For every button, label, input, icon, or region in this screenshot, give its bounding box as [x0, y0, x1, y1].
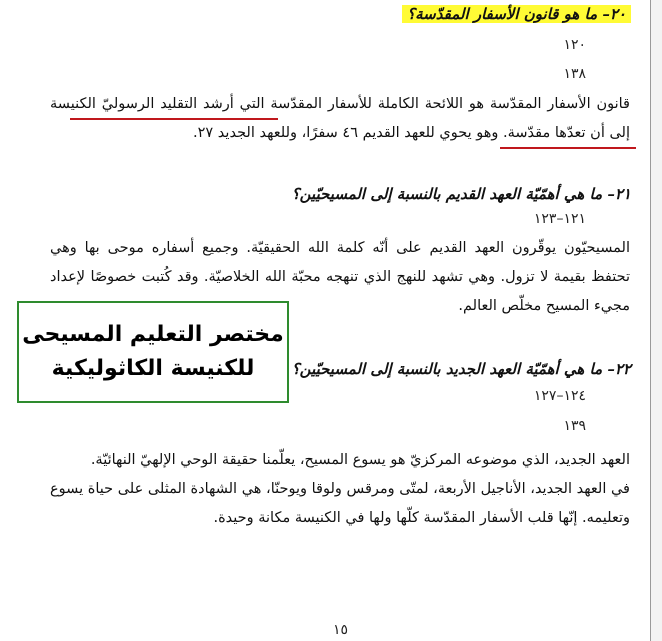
question-20-ref-2: ١٣٨	[563, 66, 586, 82]
question-22-ref-2: ١٣٩	[563, 418, 586, 434]
question-22-ref-1: ١٢٤–١٢٧	[533, 388, 586, 404]
stamp-line-1: مختصر التعليم المسيحى	[22, 322, 284, 347]
question-22-answer-1: العهد الجديد، الذي موضوعه المركزيّ هو يسوع المسيح، يعلّمنا حقيقة الوحي الإلهيّ النهائيّة.	[90, 452, 630, 468]
question-20-highlight: ٢٠– ما هو قانون الأسفار المقدّسة؟	[402, 5, 631, 23]
scrollbar-track[interactable]	[651, 0, 662, 641]
page-number: ١٥	[333, 622, 349, 638]
question-20-title	[402, 3, 631, 25]
question-20-answer: قانون الأسفار المقدّسة هو اللائحة الكاملة للأسفار المقدّسة التي أرشد التقليد الرسوليّ الكنيسة إلى أن تعدّها مقدّسة. وهو يحوي للعهد القديم ٤٦ سفرًا، وللعهد الجديد ٢٧.	[50, 96, 630, 141]
question-22-answer-2: في العهد الجديد، الأناجيل الأربعة، لمتّى ومرقس ولوقا ويوحنّا، هي الشهادة المثلى على حياة يسوع وتعليمه. إنّها قلب الأسفار المقدّسة كلّها ولها في الكنيسة مكانة وحيدة.	[50, 481, 630, 526]
question-21-ref: ١٢١–١٢٣	[533, 211, 586, 227]
red-underline-2	[500, 147, 636, 149]
question-21-answer: المسيحيّون يوقّرون العهد القديم على أنّه كلمة الله الحقيقيّة. وجميع أسفاره موحى بها وهي تحتفظ بقيمة لا تزول. وهي تشهد للنهج الذي تنهجه محبّة الله الخلاصيّة. وقد كُتبت خصوصًا لإعداد مجيء المسيح مخلّص العالم.	[50, 240, 630, 314]
question-22-title: ٢٢– ما هي أهمّيّة العهد الجديد بالنسبة إلى المسيحيّين؟	[291, 360, 631, 378]
red-underline-1	[70, 118, 278, 120]
question-20-ref-1: ١٢٠	[563, 37, 586, 53]
book-title-stamp	[17, 301, 289, 403]
question-21-title: ٢١– ما هي أهمّيّة العهد القديم بالنسبة إلى المسيحيّين؟	[291, 185, 631, 203]
stamp-line-2: للكنيسة الكاثوليكية	[51, 356, 255, 381]
